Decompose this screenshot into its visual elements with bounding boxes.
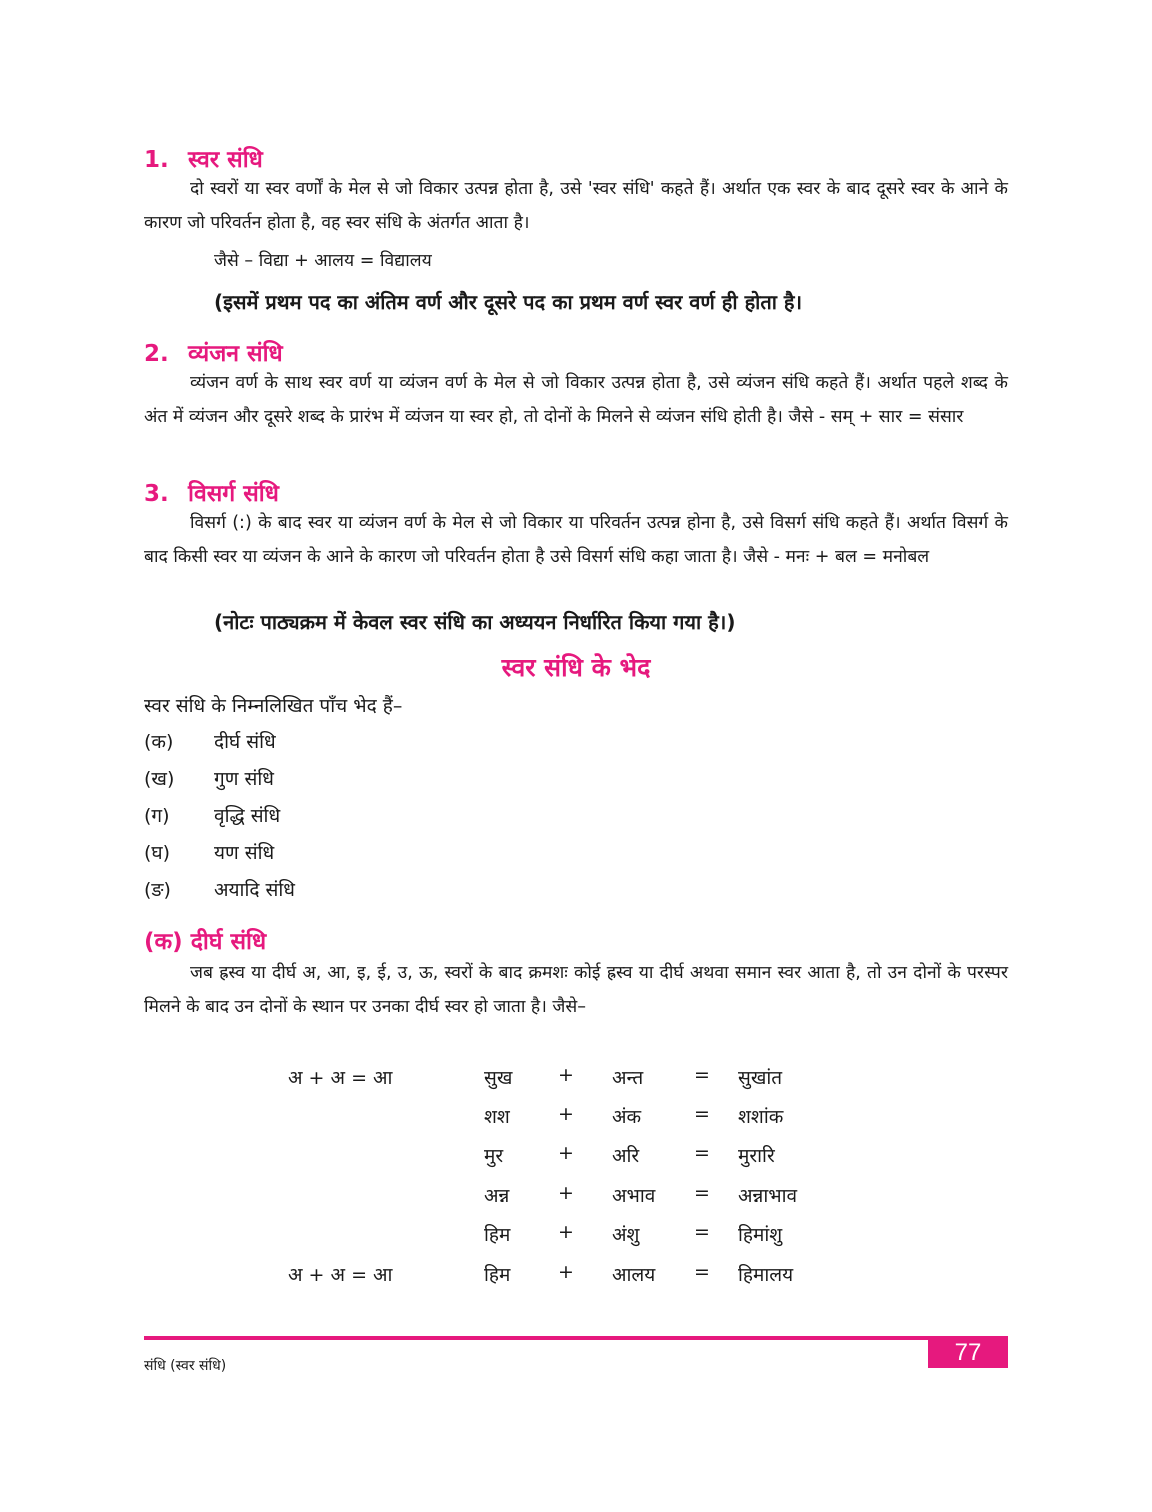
list-label: अयादि संधि bbox=[214, 879, 295, 901]
equals-cell: = bbox=[694, 1221, 710, 1243]
word-cell: हिम bbox=[484, 1264, 511, 1286]
plus-cell: + bbox=[558, 1142, 574, 1164]
word-cell: हिम bbox=[484, 1224, 511, 1246]
types-intro: स्वर संधि के निम्नलिखित पाँच भेद हैं– bbox=[144, 695, 403, 717]
list-item bbox=[144, 728, 276, 754]
list-marker: (क) bbox=[144, 731, 174, 753]
note-text: (नोटः पाठ्यक्रम में केवल स्वर संधि का अध्ययन निर्धारित किया गया है।) bbox=[214, 610, 736, 634]
plus-cell: + bbox=[558, 1064, 574, 1086]
rule-cell: अ + अ = आ bbox=[288, 1264, 393, 1286]
result-cell: सुखांत bbox=[738, 1067, 783, 1089]
section-heading-visarg-sandhi bbox=[144, 476, 279, 508]
word-cell: अरि bbox=[612, 1145, 640, 1167]
list-marker: (ङ) bbox=[144, 879, 171, 901]
section-title: विसर्ग संधि bbox=[188, 481, 279, 507]
plus-cell: + bbox=[558, 1221, 574, 1243]
plus-cell: + bbox=[558, 1261, 574, 1283]
list-item bbox=[144, 765, 274, 791]
table-row bbox=[0, 1182, 1152, 1216]
word-cell: अन्त bbox=[612, 1067, 644, 1089]
list-marker: (ख) bbox=[144, 768, 175, 790]
section-heading-vyanjan-sandhi bbox=[144, 336, 283, 368]
word-cell: शश bbox=[484, 1106, 510, 1128]
section-number: 3. bbox=[144, 481, 169, 507]
plus-cell: + bbox=[558, 1103, 574, 1125]
table-row bbox=[0, 1261, 1152, 1295]
table-row bbox=[0, 1064, 1152, 1098]
section-paragraph: दो स्वरों या स्वर वर्णों के मेल से जो विकार उत्पन्न होता है, उसे 'स्वर संधि' कहते हैं। अर्थात एक स्वर के बाद दूसरे स्वर के आने के कारण जो परिवर्तन होता है, वह स्वर संधि के अंतर्गत आता है। bbox=[144, 179, 1008, 233]
word-cell: मुर bbox=[484, 1145, 504, 1167]
list-item bbox=[144, 802, 280, 828]
word-cell: अन्न bbox=[484, 1185, 510, 1207]
result-cell: हिमालय bbox=[738, 1264, 794, 1286]
equals-cell: = bbox=[694, 1064, 710, 1086]
result-cell: मुरारि bbox=[738, 1145, 775, 1167]
equals-cell: = bbox=[694, 1142, 710, 1164]
table-row bbox=[0, 1221, 1152, 1255]
result-cell: हिमांशु bbox=[738, 1224, 783, 1246]
section-heading-swar-sandhi bbox=[144, 142, 263, 174]
section-title: व्यंजन संधि bbox=[188, 341, 283, 367]
list-marker: (ग) bbox=[144, 805, 170, 827]
list-marker: (घ) bbox=[144, 842, 171, 864]
word-cell: आलय bbox=[612, 1264, 656, 1286]
result-cell: शशांक bbox=[738, 1106, 784, 1128]
result-cell: अन्नाभाव bbox=[738, 1185, 798, 1207]
equals-cell: = bbox=[694, 1261, 710, 1283]
equals-cell: = bbox=[694, 1182, 710, 1204]
list-item bbox=[144, 876, 295, 902]
list-item bbox=[144, 839, 274, 865]
word-cell: सुख bbox=[484, 1067, 513, 1089]
page-number: 77 bbox=[928, 1338, 1008, 1368]
section-paragraph: विसर्ग (:) के बाद स्वर या व्यंजन वर्ण के मेल से जो विकार या परिवर्तन उत्पन्न होना है, उसे विसर्ग संधि कहते हैं। अर्थात विसर्ग के बाद किसी स्वर या व्यंजन के आने के कारण जो परिवर्तन होता है उसे विसर्ग संधि कहा जाता है। जैसे - मनः + बल = मनोबल bbox=[144, 513, 1008, 567]
equals-cell: = bbox=[694, 1103, 710, 1125]
section-number: 1. bbox=[144, 147, 169, 173]
section-number: 2. bbox=[144, 341, 169, 367]
footer-chapter-title: संधि (स्वर संधि) bbox=[144, 1358, 227, 1374]
table-row bbox=[0, 1103, 1152, 1137]
list-label: दीर्घ संधि bbox=[214, 731, 276, 753]
section-title: स्वर संधि bbox=[188, 147, 263, 173]
dirgha-paragraph: जब ह्रस्व या दीर्घ अ, आ, इ, ई, उ, ऊ, स्वरों के बाद क्रमशः कोई ह्रस्व या दीर्घ अथवा समान स्वर आता है, तो उन दोनों के परस्पर मिलने के बाद उन दोनों के स्थान पर उनका दीर्घ स्वर हो जाता है। जैसे– bbox=[144, 963, 1008, 1017]
types-title: स्वर संधि के भेद bbox=[501, 653, 651, 682]
plus-cell: + bbox=[558, 1182, 574, 1204]
example-line: जैसे – विद्या + आलय = विद्यालय bbox=[214, 251, 432, 271]
footer-divider bbox=[144, 1336, 1008, 1340]
note-text: (इसमें प्रथम पद का अंतिम वर्ण और दूसरे पद का प्रथम वर्ण स्वर वर्ण ही होता है। bbox=[214, 290, 803, 314]
list-label: यण संधि bbox=[214, 842, 275, 864]
word-cell: अभाव bbox=[612, 1185, 656, 1207]
rule-cell: अ + अ = आ bbox=[288, 1067, 393, 1089]
dirgha-sandhi-heading: (क) दीर्घ संधि bbox=[144, 929, 267, 955]
section-paragraph: व्यंजन वर्ण के साथ स्वर वर्ण या व्यंजन वर्ण के मेल से जो विकार उत्पन्न होता है, उसे व्यंजन संधि कहते हैं। अर्थात पहले शब्द के अंत में व्यंजन और दूसरे शब्द के प्रारंभ में व्यंजन या स्वर हो, तो दोनों के मिलने से व्यंजन संधि होती है। जैसे - सम् + सार = संसार bbox=[144, 373, 1008, 427]
list-label: गुण संधि bbox=[214, 768, 274, 790]
list-label: वृद्धि संधि bbox=[214, 805, 281, 827]
word-cell: अंशु bbox=[612, 1224, 640, 1246]
word-cell: अंक bbox=[612, 1106, 642, 1128]
table-row bbox=[0, 1142, 1152, 1176]
